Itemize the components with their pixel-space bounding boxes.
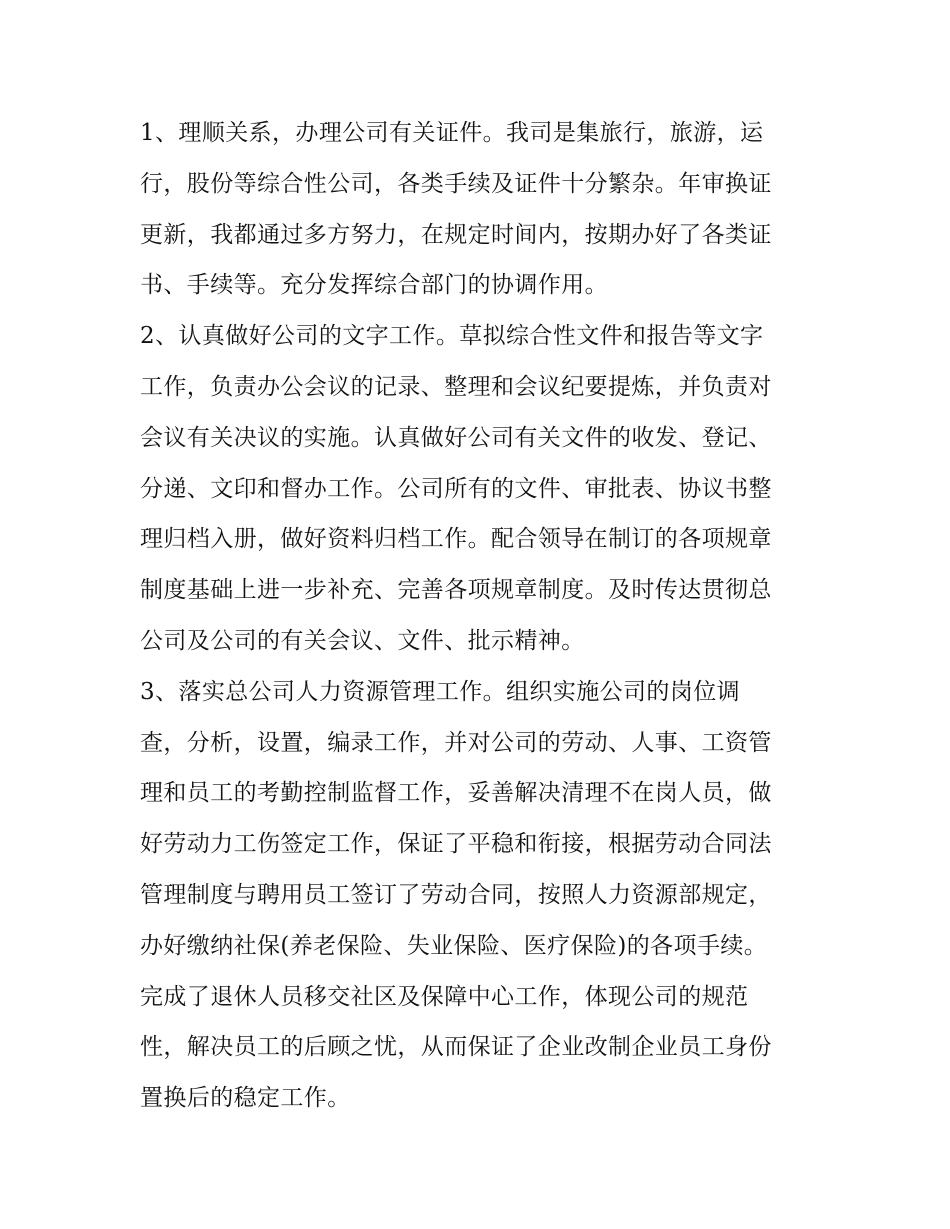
paragraph-line: 会议有关决议的实施。认真做好公司有关文件的收发、登记、 bbox=[140, 424, 772, 451]
paragraph-line: 制度基础上进一步补充、完善各项规章制度。及时传达贯彻总 bbox=[140, 577, 772, 604]
paragraph-line: 查，分析，设置，编录工作，并对公司的劳动、人事、工资管 bbox=[140, 729, 772, 756]
paragraph-line: 管理制度与聘用员工签订了劳动合同，按照人力资源部规定， bbox=[140, 881, 772, 908]
paragraph-line: 行，股份等综合性公司，各类手续及证件十分繁杂。年审换证 bbox=[140, 170, 772, 197]
paragraph-line: 办好缴纳社保(养老保险、失业保险、医疗保险)的各项手续。 bbox=[140, 932, 768, 959]
paragraph-line: 1、理顺关系，办理公司有关证件。我司是集旅行，旅游，运 bbox=[140, 120, 764, 146]
paragraph-line: 工作，负责办公会议的记录、整理和会议纪要提炼，并负责对 bbox=[140, 373, 772, 400]
paragraph-line: 公司及公司的有关会议、文件、批示精神。 bbox=[140, 627, 585, 654]
paragraph-2 bbox=[140, 311, 812, 667]
paragraph-line: 理和员工的考勤控制监督工作，妥善解决清理不在岗人员，做 bbox=[140, 780, 772, 807]
paragraph-line: 3、落实总公司人力资源管理工作。组织实施公司的岗位调 bbox=[140, 678, 741, 705]
paragraph-line: 2、认真做好公司的文字工作。草拟综合性文件和报告等文字 bbox=[140, 323, 764, 350]
paragraph-line: 理归档入册，做好资料归档工作。配合领导在制订的各项规章 bbox=[140, 526, 772, 553]
paragraph-line: 置换后的稳定工作。 bbox=[140, 1085, 351, 1112]
document-body bbox=[140, 108, 812, 1124]
paragraph-line: 性，解决员工的后顾之忧，从而保证了企业改制企业员工身份 bbox=[140, 1034, 772, 1061]
paragraph-line: 更新，我都通过多方努力，在规定时间内，按期办好了各类证 bbox=[140, 221, 772, 248]
paragraph-line: 完成了退休人员移交社区及保障中心工作，体现公司的规范 bbox=[140, 983, 749, 1010]
paragraph-line: 书、手续等。充分发挥综合部门的协调作用。 bbox=[140, 272, 608, 299]
paragraph-1 bbox=[140, 108, 812, 311]
paragraph-line: 分递、文印和督办工作。公司所有的文件、审批表、协议书整 bbox=[140, 475, 772, 502]
paragraph-line: 好劳动力工伤签定工作，保证了平稳和衔接，根据劳动合同法 bbox=[140, 831, 772, 858]
paragraph-3 bbox=[140, 667, 812, 1124]
